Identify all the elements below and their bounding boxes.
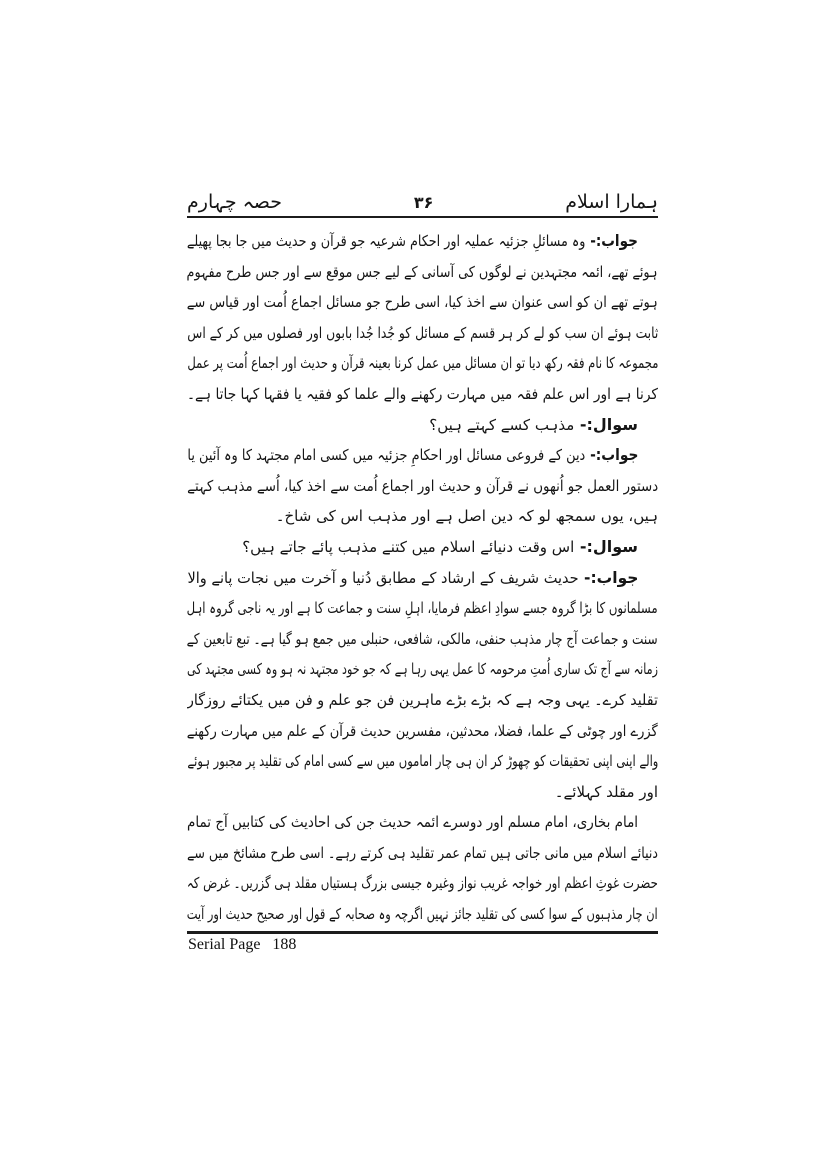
text-line: مجموعہ کا نام فقہ رکھ دیا تو ان مسائل میں عمل کرنا بعینہ قرآن و حدیث اور اجماع اُمت پر عمل <box>187 354 658 373</box>
text-line: زمانہ سے آج تک ساری اُمتِ مرحومہ کا عمل یہی رہا ہے کہ جو خود مجتہد نہ ہو وہ کسی مجتہد کی <box>187 660 658 679</box>
part-title: حصہ چہارم <box>187 191 283 214</box>
text-line: سنت و جماعت آج چار مذہب حنفی، مالکی، شافعی، حنبلی میں جمع ہو گیا ہے۔ تبع تابعین کے <box>187 629 658 648</box>
serial-page-number: 188 <box>272 936 297 953</box>
text-line: سوال:- مذہب کسے کہتے ہیں؟ <box>429 414 638 434</box>
body-text <box>187 226 658 932</box>
qa-lead: جواب:- <box>584 445 638 465</box>
text-line: حضرت غوثِ اعظم اور خواجہ غریب نواز وغیرہ جیسی بزرگ ہستیاں مقلد ہی گزریں۔ غرض کہ <box>187 874 658 893</box>
text-line: ہوئے تھے، ائمہ مجتہدین نے لوگوں کی آسانی کے لیے جس موقع سے اور جس طرح مفہوم <box>187 262 658 281</box>
qa-lead: سوال:- <box>574 536 638 556</box>
text-line: سوال:- اس وقت دنیائے اسلام میں کتنے مذہب پائے جاتے ہیں؟ <box>242 536 638 556</box>
text-line: ہیں، یوں سمجھ لو کہ دین اصل ہے اور مذہب اس کی شاخ۔ <box>275 507 658 526</box>
text-line: تقلید کرے۔ یہی وجہ ہے کہ بڑے بڑے ماہرین فن جو علم و فن میں یکتائے روزگار <box>187 690 658 709</box>
qa-lead: جواب:- <box>578 567 638 587</box>
text-line: جواب:- حدیث شریف کے ارشاد کے مطابق دُنیا و آخرت میں نجات پانے والا <box>187 567 638 587</box>
text-line: کرنا ہے اور اس علم فقہ میں مہارت رکھنے والے علما کو فقیہ یا فقہا کہا جاتا ہے۔ <box>187 384 658 403</box>
serial-page-label: Serial Page <box>188 936 261 953</box>
text-line: ثابت ہوئے ان سب کو لے کر ہر قسم کے مسائل کو جُدا جُدا بابوں اور فصلوں میں کر کے اس <box>187 323 658 342</box>
text-line: ہوتے تھے ان کو اسی عنوان سے اخذ کیا، اسی طرح جو مسائل اجماع اُمت اور قیاس سے <box>187 293 658 312</box>
page-number: ۳۶ <box>413 193 434 212</box>
text-line: ان چار مذہبوں کے سوا کسی کی تقلید جائز نہیں اگرچہ وہ صحابہ کے قول اور صحیح حدیث اور آیت <box>187 905 658 924</box>
text-line: جواب:- وہ مسائلِ جزئیہ عملیہ اور احکام شرعیہ جو قرآن و حدیث میں جا بجا پھیلے <box>187 231 638 250</box>
header-divider <box>187 216 658 218</box>
qa-lead: جواب:- <box>585 231 638 250</box>
text-line: اور مقلد کہلائے۔ <box>554 782 658 801</box>
text-line: والے اپنی اپنی تحقیقات کو چھوڑ کر ان ہی چار اماموں میں سے کسی امام کی تقلید پر مجبور ہوئے <box>187 752 658 771</box>
text-line: گزرے اور چوٹی کے علما، فضلا، محدثین، مفسرین حدیث قرآن کے علم میں مہارت رکھنے <box>187 721 658 740</box>
page-footer <box>188 936 296 954</box>
text-line: دنیائے اسلام میں مانی جاتی ہیں تمام عمر تقلید ہی کرتے رہے۔ اسی طرح مشائخ میں سے <box>187 843 658 862</box>
text-line: دستور العمل جو اُنھوں نے قرآن و حدیث اور اجماع اُمت سے اخذ کیا، اُسے مذہب کہتے <box>187 476 658 495</box>
text-line: مسلمانوں کا بڑا گروہ جسے سوادِ اعظم فرمایا، اہلِ سنت و جماعت کا ہے اور یہ ناجی گروہ اہل <box>187 599 658 618</box>
qa-lead: سوال:- <box>574 414 638 434</box>
text-line: امام بخاری، امام مسلم اور دوسرے ائمہ حدیث جن کی احادیث کی کتابیں آج تمام <box>187 813 638 832</box>
page-header <box>187 184 658 214</box>
book-title: ہمارا اسلام <box>565 191 658 214</box>
text-line: جواب:- دین کے فروعی مسائل اور احکامِ جزئیہ میں کسی امام مجتہد کا وہ آئین یا <box>187 445 638 465</box>
footer-divider <box>187 931 658 934</box>
